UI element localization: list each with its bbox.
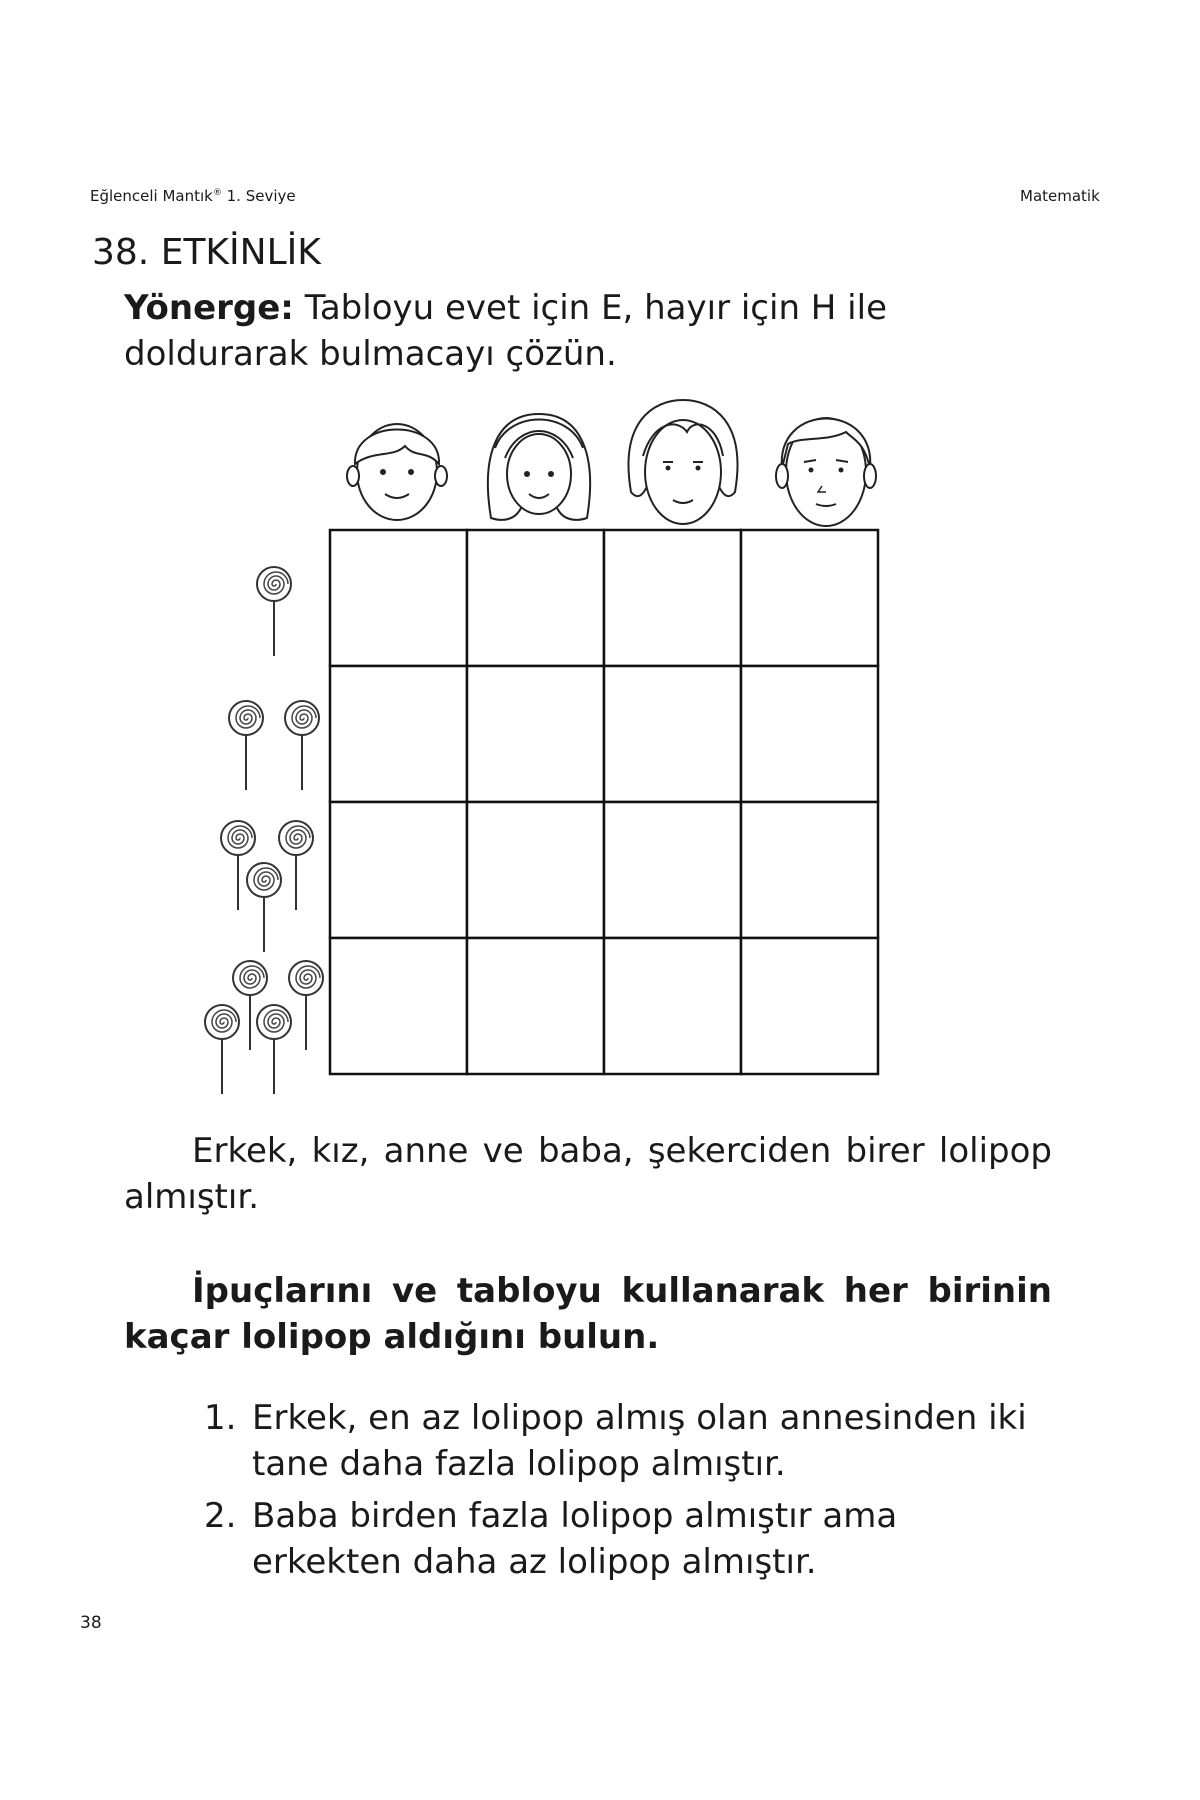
header-subject: Matematik bbox=[1020, 187, 1100, 205]
lollipop-icon bbox=[279, 821, 313, 910]
story-text: Erkek, kız, anne ve baba, şekerciden birer lolipop almıştır. bbox=[124, 1131, 1052, 1217]
lollipop-icon bbox=[285, 701, 319, 790]
clue-text: Baba birden fazla lolipop almıştır ama erkekten daha az lolipop almıştır. bbox=[252, 1496, 898, 1582]
grid-cell-r4-c2[interactable] bbox=[467, 938, 604, 1074]
grid-cell-r4-c1[interactable] bbox=[330, 938, 467, 1074]
grid-cell-r3-c4[interactable] bbox=[741, 802, 878, 938]
grid-cell-r1-c2[interactable] bbox=[467, 530, 604, 666]
grid-cell-r1-c4[interactable] bbox=[741, 530, 878, 666]
lollipop-icon bbox=[205, 1005, 239, 1094]
instruction-label: Yönerge: bbox=[124, 288, 294, 328]
lollipop-row-4 bbox=[205, 961, 323, 1094]
lollipop-icon bbox=[233, 961, 267, 1050]
boy-face-icon bbox=[347, 424, 447, 520]
grid-cell-r1-c3[interactable] bbox=[604, 530, 741, 666]
answer-grid bbox=[330, 530, 878, 1074]
clue-number: 2. bbox=[204, 1496, 237, 1536]
task-text: İpuçlarını ve tabloyu kullanarak her birinin kaçar lolipop aldığını bulun. bbox=[124, 1271, 1052, 1357]
girl-face-icon bbox=[488, 414, 590, 520]
activity-title: 38. ETKİNLİK bbox=[92, 232, 321, 273]
lollipop-row-2 bbox=[229, 701, 319, 790]
clue-list bbox=[204, 1395, 1054, 1591]
lollipop-icon bbox=[257, 1005, 291, 1094]
grid-cell-r2-c4[interactable] bbox=[741, 666, 878, 802]
grid-cell-r3-c3[interactable] bbox=[604, 802, 741, 938]
clue-text: Erkek, en az lolipop almış olan annesinden iki tane daha fazla lolipop almıştır. bbox=[252, 1398, 1027, 1484]
instruction-text: Tabloyu evet için E, hayır için H ile doldurarak bulmacayı çözün. bbox=[124, 288, 887, 374]
book-title: Eğlenceli Mantık bbox=[90, 187, 213, 205]
grid-cell-r3-c2[interactable] bbox=[467, 802, 604, 938]
grid-cell-r2-c2[interactable] bbox=[467, 666, 604, 802]
lollipop-icon bbox=[221, 821, 255, 910]
page-number: 38 bbox=[80, 1613, 102, 1633]
lollipop-row-1 bbox=[257, 567, 291, 656]
level-label: 1. Seviye bbox=[226, 187, 296, 205]
lollipop-icon bbox=[289, 961, 323, 1050]
lollipop-icon bbox=[247, 863, 281, 952]
registered-mark: ® bbox=[212, 188, 222, 198]
grid-cell-r2-c3[interactable] bbox=[604, 666, 741, 802]
grid-cell-r4-c4[interactable] bbox=[741, 938, 878, 1074]
clue-item bbox=[204, 1493, 1054, 1585]
clue-number: 1. bbox=[204, 1398, 237, 1438]
lollipop-row-3 bbox=[221, 821, 313, 952]
clue-item bbox=[204, 1395, 1054, 1487]
grid-cell-r2-c1[interactable] bbox=[330, 666, 467, 802]
grid-cell-r4-c3[interactable] bbox=[604, 938, 741, 1074]
mother-face-icon bbox=[629, 400, 738, 524]
grid-cell-r3-c1[interactable] bbox=[330, 802, 467, 938]
lollipop-icon bbox=[229, 701, 263, 790]
father-face-icon bbox=[776, 418, 876, 526]
grid-cell-r1-c1[interactable] bbox=[330, 530, 467, 666]
lollipop-icon bbox=[257, 567, 291, 656]
